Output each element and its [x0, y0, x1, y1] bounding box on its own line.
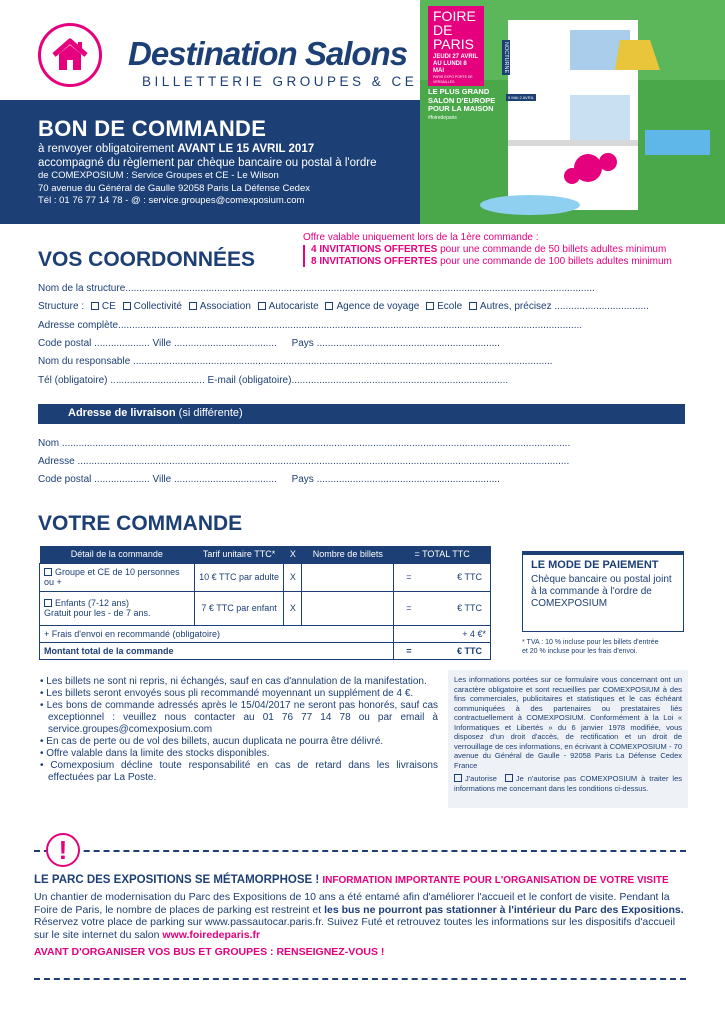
offer-box [303, 232, 672, 268]
consent-options: J'autorise Je n'autorise pas COMEXPOSIUM à traiter les informations me concernant dans les conditions ci-dessus. [454, 774, 682, 793]
field-liv-nom[interactable]: Nom ....................................................................................................................................................................................... [38, 438, 571, 449]
checkbox-autorise[interactable] [454, 774, 462, 782]
livraison-header: Adresse de livraison (si différente) [38, 404, 685, 424]
row-enfants-x: X [284, 591, 302, 625]
coordonnees-title: VOS COORDONNÉES [38, 248, 256, 271]
parc-text: Un chantier de modernisation du Parc des Expositions de 10 ans a été entamé afin d'améliorer l'accueil et le confort de visite. Pendant la Foire de Paris, le nombre de places de parking est restreint et les bus ne pourront pas stationner à l'intérieur du Parc des Expositions. Réservez votre place de parking sur www.passautocar.paris.fr. Suivez Futé et retrouvez toutes les informations sur les dispositifs d'accueil sur le site internet du salon www.foiredeparis.fr [34, 890, 684, 942]
payment-text: Chèque bancaire ou postal joint à la commande à l'ordre de COMEXPOSIUM [531, 574, 672, 609]
row-groupe-total[interactable]: = € TTC [394, 563, 491, 591]
row-enfants-label[interactable]: Enfants (7-12 ans) Gratuit pour les - de 7 ans. [40, 591, 195, 625]
conditions-list [40, 676, 438, 784]
foire-poster [420, 0, 725, 224]
offer-line: Offre valable uniquement lors de la 1ère commande : [303, 232, 539, 243]
table-row [40, 625, 491, 642]
table-header-row [40, 546, 491, 563]
row-frais-label: + Frais d'envoi en recommandé (obligatoire) [40, 625, 394, 642]
parc-section [34, 874, 686, 959]
field-code-ville-pays[interactable]: Code postal .................... Ville ..................................... Pays .................................................................. [38, 338, 500, 349]
col-total: = TOTAL TTC [394, 546, 491, 563]
row-montant-label: Montant total de la commande [40, 642, 394, 659]
commande-title: VOTRE COMMANDE [38, 512, 243, 535]
row-frais-total: + 4 €* [394, 625, 491, 642]
brand-subtitle: BILLETTERIE GROUPES & CE [142, 74, 418, 89]
checkbox-agence[interactable] [325, 302, 333, 310]
divider [34, 978, 686, 980]
table-row [40, 642, 491, 659]
list-item: • Les bons de commande adressés après le 15/04/2017 ne seront pas honorés, sauf cas exceptionnel : veuillez nous contacter au 01 76 77 14 78 ou par email à service.groupes@comexposium.com [40, 700, 438, 736]
home-icon [38, 23, 102, 87]
nocturne-label: NOCTURNE [503, 42, 509, 74]
poster-tagline: LE PLUS GRAND SALON D'EUROPE POUR LA MAISON #foiredeparis [428, 87, 496, 121]
foire-link[interactable]: www.foiredeparis.fr [162, 929, 261, 942]
list-item: • Les billets ne sont ni repris, ni échangés, sauf en cas d'annulation de la manifestation. [40, 676, 438, 688]
col-x: X [284, 546, 302, 563]
field-tel-email[interactable]: Tél (obligatoire) .................................. E-mail (obligatoire).............................................................................. [38, 375, 509, 386]
table-row [40, 591, 491, 625]
col-detail: Détail de la commande [40, 546, 195, 563]
service-line: de COMEXPOSIUM : Service Groupes et CE - Le Wilson [38, 170, 279, 181]
payment-box [522, 551, 684, 632]
field-responsable[interactable]: Nom du responsable ....................................................................................................................................................... [38, 356, 553, 367]
checkbox-nautorise-pas[interactable] [505, 774, 513, 782]
parc-final: AVANT D'ORGANISER VOS BUS ET GROUPES : RENSEIGNEZ-VOUS ! [34, 945, 385, 958]
col-nombre: Nombre de billets [302, 546, 394, 563]
offer-8-invitations: 8 INVITATIONS OFFERTES pour une commande de 100 billets adultes minimum [311, 256, 672, 267]
offer-4-invitations: 4 INVITATIONS OFFERTES pour une commande de 50 billets adultes minimum [311, 244, 667, 255]
brand-logo: Destination Salons [128, 35, 408, 72]
row-groupe-qty[interactable] [302, 563, 394, 591]
legal-box [448, 670, 688, 808]
row-groupe-price: 10 € TTC par adulte [194, 563, 284, 591]
row-enfants-price: 7 € TTC par enfant [194, 591, 284, 625]
field-adresse[interactable]: Adresse complète....................................................................................................................................................................... [38, 320, 583, 331]
deadline-line: à renvoyer obligatoirement AVANT LE 15 AVRIL 2017 [38, 143, 315, 155]
checkbox-autocariste[interactable] [258, 302, 266, 310]
col-tarif: Tarif unitaire TTC* [194, 546, 284, 563]
warning-icon: ! [46, 833, 80, 867]
row-enfants-qty[interactable] [302, 591, 394, 625]
checkbox-ecole[interactable] [426, 302, 434, 310]
checkbox-association[interactable] [189, 302, 197, 310]
header-band [0, 100, 420, 224]
list-item: • Les billets seront envoyés sous pli recommandé moyennant un supplément de 4 €. [40, 688, 438, 700]
list-item: • En cas de perte ou de vol des billets, aucun duplicata ne pourra être délivré. [40, 736, 438, 748]
payment-instruction: accompagné du règlement par chèque bancaire ou postal à l'ordre [38, 157, 377, 169]
tva-note: * TVA : 10 % incluse pour les billets d'entrée et 20 % incluse pour les frais d'envoi. [522, 639, 659, 655]
order-table [39, 546, 491, 660]
checkbox-autres[interactable] [469, 302, 477, 310]
row-enfants-total[interactable]: = € TTC [394, 591, 491, 625]
parc-title: LE PARC DES EXPOSITIONS SE MÉTAMORPHOSE ! INFORMATION IMPORTANTE POUR L'ORGANISATION DE VOTRE VISITE [34, 874, 669, 886]
table-row [40, 563, 491, 591]
legal-text: Les informations portées sur ce formulaire vous concernant ont un caractère obligatoire et sont recueillies par COMEXPOSIUM à des fins commerciales, publicitaires et statistiques et le cas échéant communiquées à des partenaires ou prestataires liés contractuellement à COMEXPOSIUM. Conformément à la Loi « Informatiques et Libertés » du 6 janvier 1978 modifiée, vous disposez d'un droit d'accès, de rectification et un droit de verrouillage de ces informations, en écrivant à COMEXPOSIUM - 70 avenue du Général de Gaulle - 92058 Paris La Défense Cedex France [454, 675, 682, 770]
row-groupe-x: X [284, 563, 302, 591]
page-title: BON DE COMMANDE [38, 116, 267, 141]
divider [34, 850, 686, 852]
checkbox-collectivite[interactable] [123, 302, 131, 310]
contact-line: Tél : 01 76 77 14 78 - @ : service.groupes@comexposium.com [38, 195, 305, 206]
field-liv-adresse[interactable]: Adresse ................................................................................................................................................................................. [38, 456, 570, 467]
header-top [0, 0, 420, 100]
payment-title: LE MODE DE PAIEMENT [531, 559, 659, 571]
field-nom-structure[interactable]: Nom de la structure......................................................................................................................................................................... [38, 283, 595, 294]
checkbox-ce[interactable] [91, 302, 99, 310]
field-liv-code-ville-pays[interactable]: Code postal .................... Ville ..................................... Pays .................................................................. [38, 474, 500, 485]
nocturne-date: 5 MAI 2 AVRIL [508, 95, 534, 100]
list-item: • Comexposium décline toute responsabilité en cas de retard dans les livraisons effectuées par La Poste. [40, 760, 438, 784]
field-structure: Structure : CE Collectivité Association Autocariste Agence de voyage Ecole Autres, précisez .................................. [38, 301, 649, 312]
row-groupe-label[interactable]: Groupe et CE de 10 personnes ou + [40, 563, 195, 591]
foire-logo: FOIRE DE PARIS JEUDI 27 AVRIL AU LUNDI 8 MAI PARIS EXPO PORTE DE VERSAILLES [428, 6, 484, 86]
list-item: • Offre valable dans la limite des stocks disponibles. [40, 748, 438, 760]
row-montant-total[interactable]: = € TTC [394, 642, 491, 659]
address-line: 70 avenue du Général de Gaulle 92058 Paris La Défense Cedex [38, 182, 310, 194]
